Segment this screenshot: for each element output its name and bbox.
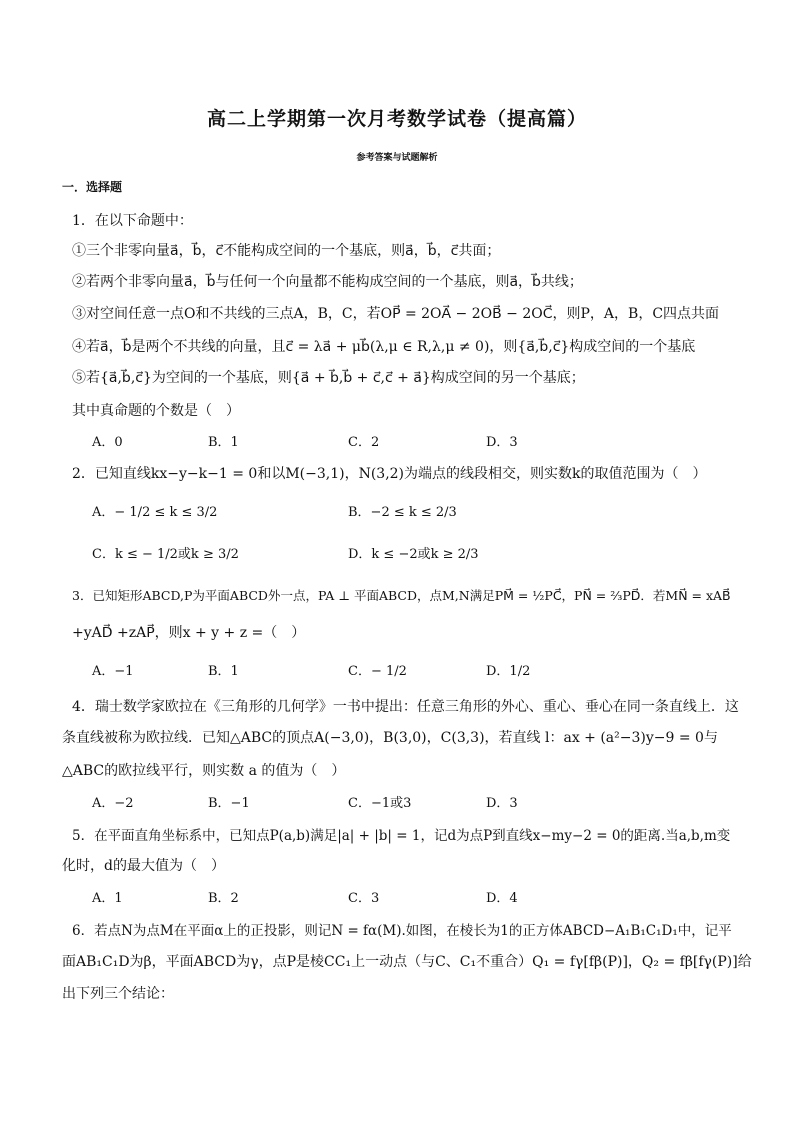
page-title: 高二上学期第一次月考数学试卷（提高篇） [206,108,587,130]
q6-stem-line-1: 6．若点N为点M在平面α上的正投影，则记N = fα(M).如图，在棱长为1的正方体ABCD−A₁B₁C₁D₁中，记平 [72,923,732,939]
q4-stem-line-3: △ABC的欧拉线平行，则实数 a 的值为（ ） [62,763,346,779]
q1-option-c: C．2 [348,435,380,450]
q4-stem-line-1: 4．瑞士数学家欧拉在《三角形的几何学》一书中提出：任意三角形的外心、重心、垂心在同一条直线上．这 [72,699,739,715]
q5-stem-line-1: 5．在平面直角坐标系中，已知点P(a,b)满足|a| + |b| = 1，记d为点P到直线x−my−2 = 0的距离.当a,b,m变 [72,828,731,844]
q1-stem: 1．在以下命题中： [72,213,193,229]
q1-ask: 其中真命题的个数是（ ） [72,403,240,419]
q2-option-b: B．−2 ≤ k ≤ 2/3 [348,505,457,520]
q1-option-b: B．1 [208,435,239,450]
q2-option-a: A．− 1/2 ≤ k ≤ 3/2 [92,505,218,520]
q1-option-a: A．0 [92,435,123,450]
q6-stem-line-3: 出下列三个结论： [62,986,174,1002]
q2-stem: 2．已知直线kx−y−k−1 = 0和以M(−3,1)，N(3,2)为端点的线段相交，则实数k的取值范围为（ ） [72,466,707,482]
q6-stem-line-2: 面AB₁C₁D为β，平面ABCD为γ，点P是棱CC₁上一动点（与C、C₁不重合）Q₁ = fγ[fβ(P)]，Q₂ = fβ[fγ(P)]给 [62,954,752,970]
q5-option-d: D．4 [486,891,518,906]
q1-option-d: D．3 [486,435,518,450]
q3-stem-line-1: 3．已知矩形ABCD,P为平面ABCD外一点，PA ⊥ 平面ABCD，点M,N满足PM⃗ = ½PC⃗，PN⃗ = ⅔PD⃗．若MN⃗ = xAB⃗ [72,588,731,603]
q4-option-c: C．−1或3 [348,796,412,811]
q3-option-c: C．− 1/2 [348,664,407,679]
q5-option-b: B．2 [208,891,239,906]
q3-stem-line-2: +yAD⃗ +zAP⃗，则x + y + z =（ ） [72,625,306,641]
q1-proposition-5: ⑤若{a⃗,b⃗,c⃗}为空间的一个基底，则{a⃗ + b⃗,b⃗ + c⃗,c⃗ + a⃗}构成空间的另一个基底； [72,370,585,386]
q2-option-d: D．k ≤ −2或k ≥ 2/3 [348,547,479,562]
section-heading: 一．选择题 [62,180,123,194]
q2-option-c: C．k ≤ − 1/2或k ≥ 3/2 [92,547,239,562]
q4-stem-line-2: 条直线被称为欧拉线．已知△ABC的顶点A(−3,0)，B(3,0)，C(3,3)，若直线 l：ax + (a²−3)y−9 = 0与 [62,730,718,746]
q1-proposition-2: ②若两个非零向量a⃗，b⃗与任何一个向量都不能构成空间的一个基底，则a⃗，b⃗共线； [72,274,583,290]
q5-option-c: C．3 [348,891,380,906]
q1-proposition-4: ④若a⃗，b⃗是两个不共线的向量，且c⃗ = λa⃗ + μb⃗(λ,μ ∈ R,λ,μ ≠ 0)，则{a⃗,b⃗,c⃗}构成空间的一个基底 [72,339,696,355]
q1-proposition-3: ③对空间任意一点O和不共线的三点A，B，C，若OP⃗ = 2OA⃗ − 2OB⃗ − 2OC⃗，则P，A，B，C四点共面 [72,306,720,322]
q3-option-b: B．1 [208,664,239,679]
q1-proposition-1: ①三个非零向量a⃗，b⃗，c⃗不能构成空间的一个基底，则a⃗，b⃗，c⃗共面； [72,243,501,259]
q3-option-d: D．1/2 [486,664,531,679]
page-subtitle: 参考答案与试题解析 [356,153,438,163]
q4-option-d: D．3 [486,796,518,811]
q4-option-a: A．−2 [92,796,134,811]
q5-option-a: A．1 [92,891,123,906]
q5-stem-line-2: 化时，d的最大值为（ ） [62,858,225,874]
q3-option-a: A．−1 [92,664,134,679]
q4-option-b: B．−1 [208,796,250,811]
